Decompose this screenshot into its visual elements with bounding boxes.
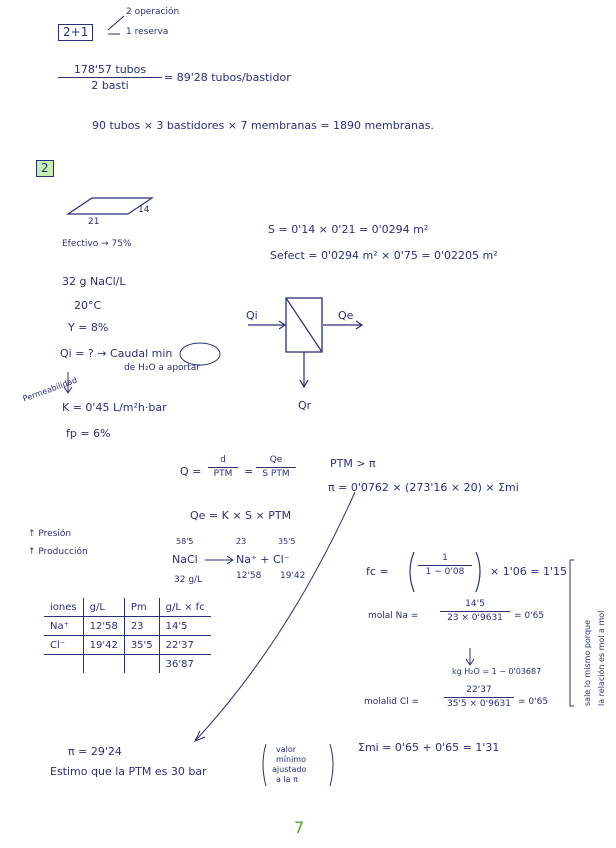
na-conc: 12'58 [236, 571, 262, 581]
molal-na-rhs: = 0'65 [514, 611, 545, 621]
membrane-diagonal [286, 298, 322, 352]
qi-question: Qi = ? → Caudal min [60, 347, 173, 360]
molal-na-fraction: 14'5 23 × 0'9631 [440, 600, 510, 623]
nacl-mw: 58'5 [176, 537, 194, 546]
table-row: Na⁺ 12'58 23 14'5 [44, 617, 211, 636]
nacl-conc: 32 g/L [174, 575, 203, 585]
note-arrow [108, 16, 124, 30]
estimate-note-4: a la π [276, 775, 298, 784]
table-header: Pm [124, 598, 159, 617]
sum-molalities: Σmi = 0'65 + 0'65 = 1'31 [358, 741, 500, 754]
recovery: Y = 8% [68, 321, 109, 334]
efectivo: Efectivo → 75% [62, 239, 132, 249]
dim-a: 21 [88, 217, 100, 227]
table-header: g/L [83, 598, 124, 617]
cl-mw: 35'5 [278, 537, 296, 546]
fp: fp = 6% [66, 427, 111, 440]
note-reserva: 1 reserva [126, 27, 169, 37]
permeability-label: Permeabilidad [21, 375, 79, 404]
qi-label: Qi [246, 309, 258, 322]
molal-cl-rhs: = 0'65 [518, 697, 549, 707]
q-fraction-1: d PTM [208, 456, 238, 479]
estimate-note-2: mínimo [276, 755, 306, 764]
fc-rhs: × 1'06 = 1'15 [490, 565, 567, 578]
presion: ↑ Presión [28, 529, 72, 539]
ion-table [44, 598, 211, 673]
fc-fraction: 1 1 − 0'08 [418, 554, 472, 577]
q-eq: = [244, 465, 254, 478]
concentration: 32 g NaCl/L [62, 275, 126, 288]
table-row: Cl⁻ 19'42 35'5 22'37 [44, 636, 211, 655]
nacl-formula: NaCl [172, 553, 198, 566]
qr-label: Qr [298, 399, 312, 412]
fc-lhs: fc = [366, 565, 389, 578]
cl-conc: 19'42 [280, 571, 306, 581]
problem-number: 2 [36, 160, 54, 177]
tubes-result: = 89'28 tubos/bastidor [164, 71, 291, 84]
qi-question-2: de H₂O a aportar [124, 363, 200, 373]
q-fraction-2: Qe S PTM [256, 456, 296, 479]
molal-na-lhs: molal Na = [368, 611, 419, 621]
expr-box: 2+1 [58, 24, 93, 41]
temperature: 20°C [74, 299, 102, 312]
long-arrow-icon [196, 492, 355, 740]
pi-result: π = 29'24 [68, 745, 122, 758]
produccion: ↑ Producción [28, 547, 88, 557]
qe-equation: Qe = K × S × PTM [190, 509, 292, 522]
table-row: 36'87 [44, 655, 211, 674]
estimate-note-3: ajustado [272, 765, 307, 774]
membranes-line: 90 tubos × 3 bastidores × 7 membranas = 1890 membranas. [92, 119, 434, 132]
ions-formula: Na⁺ + Cl⁻ [236, 553, 290, 566]
highlight-circle [180, 343, 220, 365]
note-operacion: 2 operación [126, 7, 180, 17]
tubes-fraction: 178'57 tubos 2 basti [58, 64, 162, 91]
page-number: 7 [294, 818, 305, 837]
area-equation: S = 0'14 × 0'21 = 0'0294 m² [268, 223, 429, 236]
molal-cl-lhs: molalid Cl = [364, 697, 420, 707]
estimate-note-1: valor [276, 745, 297, 754]
q-lhs: Q = [180, 465, 202, 478]
side-note-1: sale lo mismo porque [583, 619, 592, 706]
na-mw: 23 [236, 537, 247, 546]
table-header: iones [44, 598, 83, 617]
osmotic-equation: π = 0'0762 × (273'16 × 20) × Σmi [328, 481, 519, 494]
kg-h2o: kg H₂O = 1 − 0'03687 [452, 667, 542, 676]
effective-area-equation: Sefect = 0'0294 m² × 0'75 = 0'02205 m² [270, 249, 498, 262]
permeability-k: K = 0'45 L/m²h·bar [62, 401, 167, 414]
side-note-2: la relación es mol a mol [597, 610, 606, 706]
dim-b: 14 [138, 205, 150, 215]
ptm-condition: PTM > π [330, 457, 376, 470]
estimate-line: Estimo que la PTM es 30 bar [50, 765, 207, 778]
molal-cl-fraction: 22'37 35'5 × 0'9631 [444, 686, 514, 709]
qe-label: Qe [338, 309, 354, 322]
table-header: g/L × fc [159, 598, 211, 617]
